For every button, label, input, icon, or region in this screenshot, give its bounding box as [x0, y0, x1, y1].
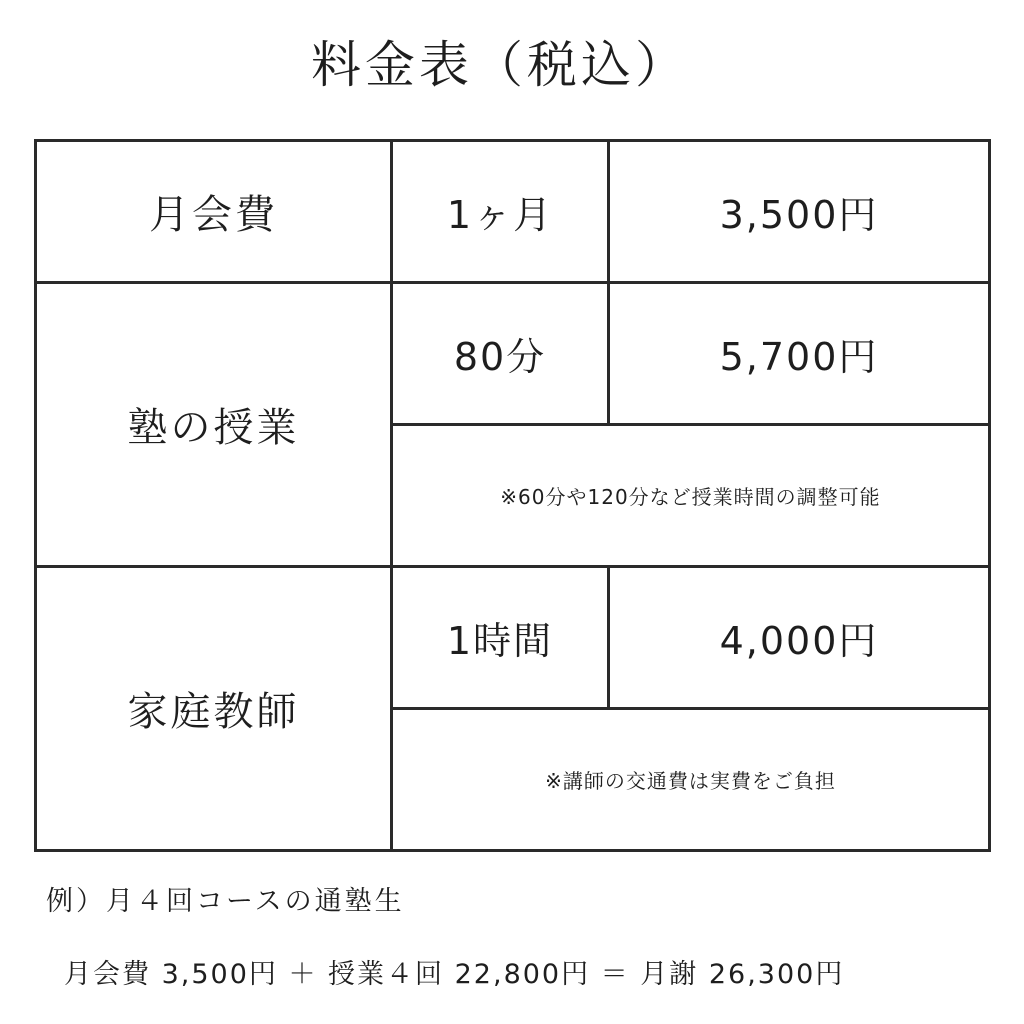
home-tutor-category: 家庭教師	[36, 567, 392, 851]
example-label: 例）月４回コースの通塾生	[46, 886, 405, 917]
home-tutor-note: ※講師の交通費は実費をご負担	[392, 709, 990, 851]
juku-class-price: 5,700円	[609, 283, 990, 425]
monthly-fee-category: 月会費	[36, 141, 392, 283]
juku-class-note: ※60分や120分など授業時間の調整可能	[392, 425, 990, 567]
juku-class-category: 塾の授業	[36, 283, 392, 567]
monthly-fee-price: 3,500円	[609, 141, 990, 283]
home-tutor-duration: 1時間	[392, 567, 609, 709]
table-row-home-tutor	[36, 567, 990, 709]
table-row-monthly-fee	[36, 141, 990, 283]
juku-class-duration: 80分	[392, 283, 609, 425]
table-row-juku-class	[36, 283, 990, 425]
example-calculation: 月会費 3,500円 ＋ 授業４回 22,800円 ＝ 月謝 26,300円	[64, 959, 845, 990]
monthly-fee-duration: 1ヶ月	[392, 141, 609, 283]
price-table	[34, 139, 991, 852]
page-title: 料金表（税込）	[311, 36, 689, 94]
home-tutor-price: 4,000円	[609, 567, 990, 709]
